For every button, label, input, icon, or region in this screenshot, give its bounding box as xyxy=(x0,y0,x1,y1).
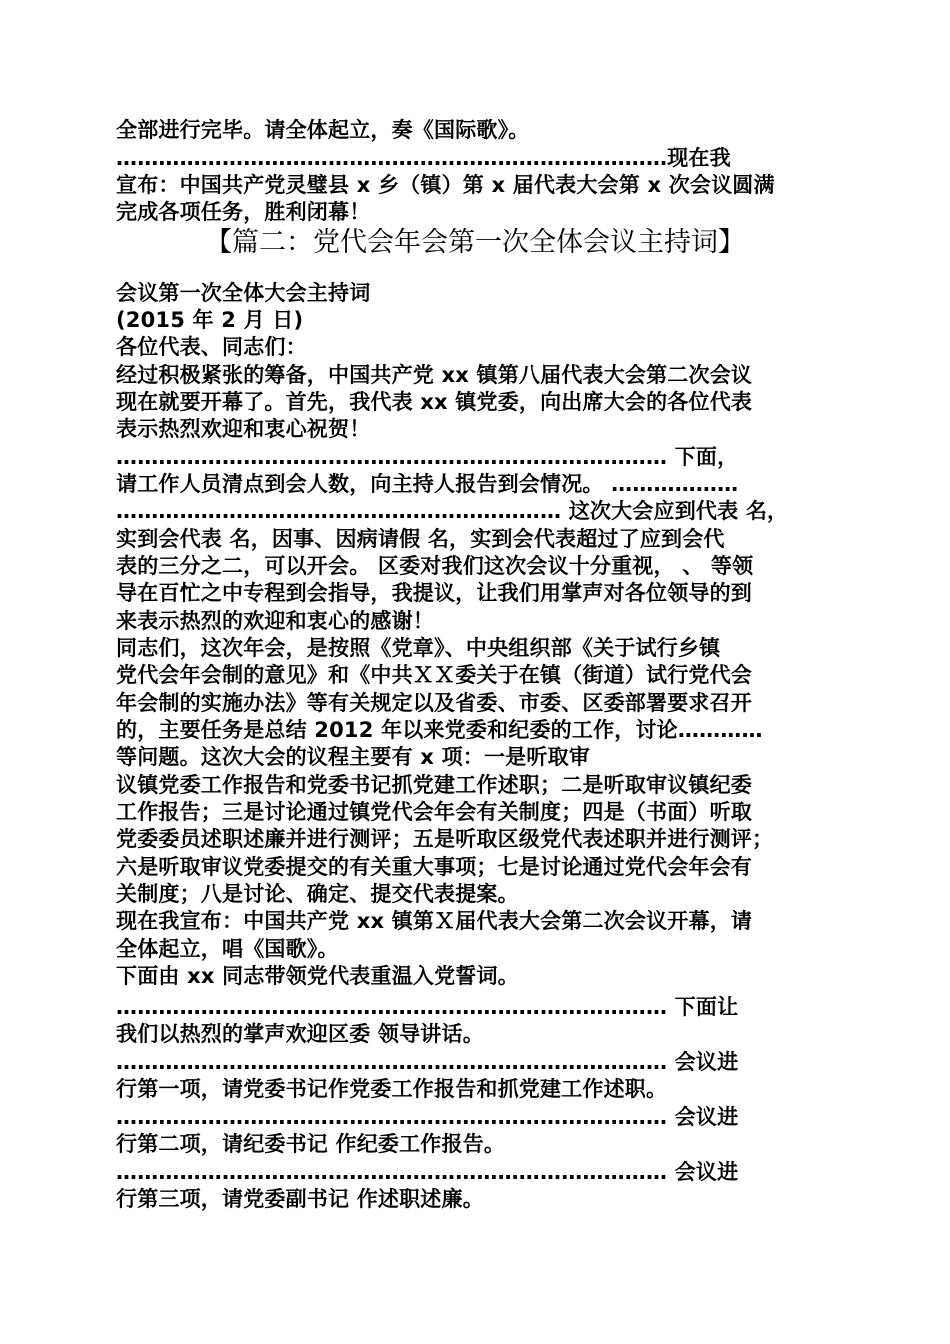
paragraph-line: ……………………………………………………………………现在我 xyxy=(116,146,731,170)
paragraph-line: 我们以热烈的掌声欢迎区委 领导讲话。 xyxy=(116,1022,484,1046)
paragraph-line: 同志们，这次年会，是按照《党章》、中央组织部《关于试行乡镇 xyxy=(116,636,721,660)
paragraph-line: 年会制的实施办法》等有关规定以及省委、市委、区委部署要求召开 xyxy=(116,691,752,715)
paragraph-line: 行第三项，请党委副书记 作述职述廉。 xyxy=(116,1187,484,1211)
paragraph-line: …………………………………………………………………… 下面让 xyxy=(116,995,739,1019)
speech-title: 会议第一次全体大会主持词 xyxy=(116,281,371,305)
paragraph-line: 现在就要开幕了。首先，我代表 xx 镇党委，向出席大会的各位代表 xyxy=(116,390,753,414)
paragraph-line: 行第二项，请纪委书记 作纪委工作报告。 xyxy=(116,1132,506,1156)
paragraph-line: …………………………………………………………………… 下面， xyxy=(116,445,739,469)
paragraph-line: 完成各项任务，胜利闭幕！ xyxy=(116,200,371,224)
paragraph-line: …………………………………………………………………… 会议进 xyxy=(116,1105,739,1129)
paragraph-line: 请工作人员清点到会人数，向主持人报告到会情况。 ……………… xyxy=(116,472,739,496)
paragraph-line: 全部进行完毕。请全体起立，奏《国际歌》。 xyxy=(116,118,530,142)
paragraph-line: 关制度；八是讨论、确定、提交代表提案。 xyxy=(116,882,519,906)
paragraph-line: 宣布：中国共产党灵璧县 x 乡（镇）第 x 届代表大会第 x 次会议圆满 xyxy=(116,173,775,197)
paragraph-line: 表示热烈欢迎和衷心祝贺！ xyxy=(116,417,371,441)
paragraph-line: 实到会代表 名，因事、因病请假 名，实到会代表超过了应到会代 xyxy=(116,527,725,551)
paragraph-line: 的，主要任务是总结 2012 年以来党委和纪委的工作，讨论………… xyxy=(116,718,763,742)
paragraph-line: …………………………………………………………………… 会议进 xyxy=(116,1160,739,1184)
paragraph-line: 导在百忙之中专程到会指导，我提议，让我们用掌声对各位领导的到 xyxy=(116,581,752,605)
paragraph-line: 行第一项，请党委书记作党委工作报告和抓党建工作述职。 xyxy=(116,1077,668,1101)
section-heading: 【篇二：党代会年会第一次全体会议主持词】 xyxy=(205,227,745,258)
paragraph-line: 议镇党委工作报告和党委书记抓党建工作述职；二是听取审议镇纪委 xyxy=(116,773,752,797)
paragraph-line: 下面由 xx 同志带领党代表重温入党誓词。 xyxy=(116,964,519,988)
paragraph-line: 等问题。这次大会的议程主要有 x 项：一是听取审 xyxy=(116,745,590,769)
paragraph-line: 经过积极紧张的筹备，中国共产党 xx 镇第八届代表大会第二次会议 xyxy=(116,363,753,387)
paragraph-line: 来表示热烈的欢迎和衷心的感谢！ xyxy=(116,609,434,633)
paragraph-line: 党委委员述职述廉并进行测评；五是听取区级党代表述职并进行测评； xyxy=(116,827,774,851)
paragraph-line: 工作报告；三是讨论通过镇党代会年会有关制度；四是（书面）听取 xyxy=(116,800,752,824)
salutation: 各位代表、同志们： xyxy=(116,335,307,359)
speech-date: (2015 年 2 月 日) xyxy=(116,308,304,332)
paragraph-line: …………………………………………………………………… 会议进 xyxy=(116,1050,739,1074)
paragraph-line: 现在我宣布：中国共产党 xx 镇第Ｘ届代表大会第二次会议开幕，请 xyxy=(116,909,753,933)
paragraph-line: 党代会年会制的意见》和《中共ＸＸ委关于在镇（街道）试行党代会 xyxy=(116,663,752,687)
paragraph-line: ……………………………………………………… 这次大会应到代表 名， xyxy=(116,499,789,523)
paragraph-line: 六是听取审议党委提交的有关重大事项；七是讨论通过党代会年会有 xyxy=(116,855,752,879)
paragraph-line: 全体起立，唱《国歌》。 xyxy=(116,937,339,961)
paragraph-line: 表的三分之二，可以开会。 区委对我们这次会议十分重视， 、 等领 xyxy=(116,554,754,578)
